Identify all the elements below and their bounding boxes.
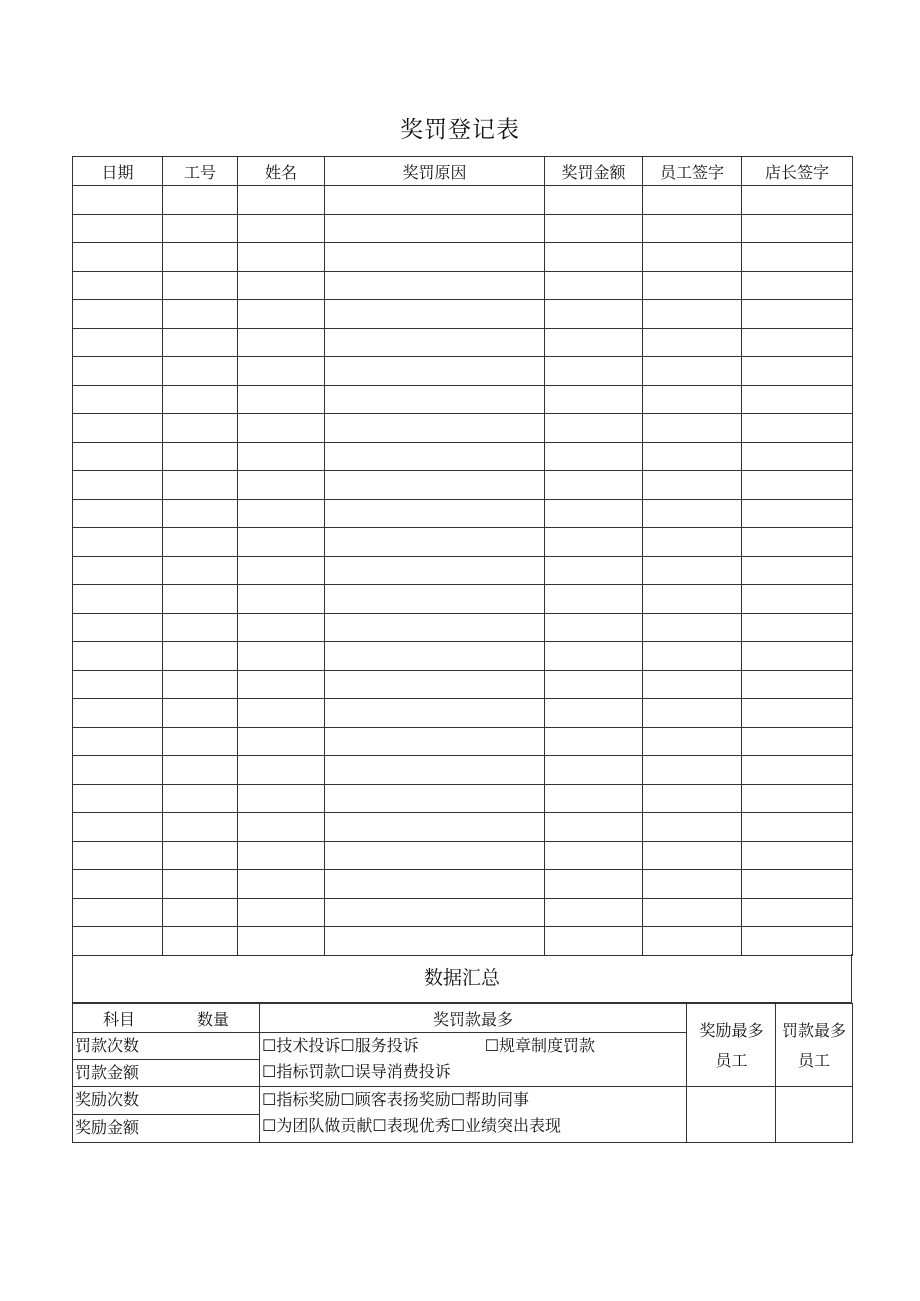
table-cell[interactable] xyxy=(643,642,742,671)
table-cell[interactable] xyxy=(73,357,163,386)
table-cell[interactable] xyxy=(325,784,545,813)
table-row xyxy=(73,385,853,414)
table-cell[interactable] xyxy=(545,300,643,329)
table-row xyxy=(73,613,853,642)
page-title: 奖罚登记表 xyxy=(400,117,520,143)
table-cell[interactable] xyxy=(73,585,163,614)
table-cell[interactable] xyxy=(545,585,643,614)
table-cell[interactable] xyxy=(742,528,853,557)
table-cell[interactable] xyxy=(163,214,238,243)
table-cell[interactable] xyxy=(163,585,238,614)
table-cell[interactable] xyxy=(545,186,643,215)
table-cell[interactable] xyxy=(643,699,742,728)
table-cell[interactable] xyxy=(238,841,325,870)
table-cell[interactable] xyxy=(325,556,545,585)
header-row xyxy=(73,157,853,186)
table-row xyxy=(73,300,853,329)
col-amount: 奖罚金额 xyxy=(545,157,643,186)
table-row xyxy=(73,585,853,614)
table-cell[interactable] xyxy=(545,927,643,956)
table-cell[interactable] xyxy=(163,613,238,642)
table-cell[interactable] xyxy=(73,385,163,414)
most-fines-header: 奖罚款最多 xyxy=(260,1004,687,1033)
table-row xyxy=(73,414,853,443)
table-cell[interactable] xyxy=(643,841,742,870)
table-cell[interactable] xyxy=(742,927,853,956)
table-cell[interactable] xyxy=(238,414,325,443)
fine-options-line1a[interactable]: ☐技术投诉☐服务投诉 xyxy=(262,1036,419,1055)
reward-options-line2[interactable]: ☐为团队做贡献☐表现优秀☐业绩突出表现 xyxy=(262,1116,562,1135)
table-cell[interactable] xyxy=(325,186,545,215)
table-cell[interactable] xyxy=(238,585,325,614)
table-cell[interactable] xyxy=(742,442,853,471)
table-cell[interactable] xyxy=(163,243,238,272)
subject-quantity-header xyxy=(73,1004,260,1033)
table-cell[interactable] xyxy=(545,414,643,443)
summary-title: 数据汇总 xyxy=(72,954,852,1003)
table-cell[interactable] xyxy=(238,699,325,728)
table-cell[interactable] xyxy=(325,271,545,300)
table-cell[interactable] xyxy=(238,727,325,756)
table-cell[interactable] xyxy=(325,841,545,870)
table-cell[interactable] xyxy=(742,243,853,272)
table-cell[interactable] xyxy=(325,870,545,899)
table-cell[interactable] xyxy=(163,357,238,386)
fine-options xyxy=(260,1033,687,1087)
table-cell[interactable] xyxy=(643,214,742,243)
subject-reward-count: 奖励次数 xyxy=(73,1087,260,1115)
table-cell[interactable] xyxy=(238,528,325,557)
table-cell[interactable] xyxy=(325,499,545,528)
table-row xyxy=(73,870,853,899)
col-name: 姓名 xyxy=(238,157,325,186)
table-cell[interactable] xyxy=(643,870,742,899)
fine-options-line1b[interactable]: ☐规章制度罚款 xyxy=(484,1036,596,1055)
table-cell[interactable] xyxy=(238,214,325,243)
table-cell[interactable] xyxy=(238,670,325,699)
table-cell[interactable] xyxy=(163,471,238,500)
table-cell[interactable] xyxy=(163,727,238,756)
table-cell[interactable] xyxy=(238,870,325,899)
table-cell[interactable] xyxy=(643,471,742,500)
table-cell[interactable] xyxy=(238,357,325,386)
table-cell[interactable] xyxy=(73,784,163,813)
col-employee-id: 工号 xyxy=(163,157,238,186)
table-cell[interactable] xyxy=(742,271,853,300)
table-cell[interactable] xyxy=(325,670,545,699)
table-cell[interactable] xyxy=(73,927,163,956)
table-cell[interactable] xyxy=(742,471,853,500)
table-cell[interactable] xyxy=(73,300,163,329)
reward-options xyxy=(260,1087,687,1143)
most-fine-employee-value[interactable] xyxy=(776,1087,853,1143)
table-cell[interactable] xyxy=(545,442,643,471)
subject-reward-amount: 奖励金额 xyxy=(73,1115,260,1143)
table-cell[interactable] xyxy=(325,243,545,272)
table-cell[interactable] xyxy=(325,642,545,671)
table-cell[interactable] xyxy=(325,585,545,614)
table-cell[interactable] xyxy=(545,271,643,300)
table-cell[interactable] xyxy=(238,556,325,585)
table-cell[interactable] xyxy=(238,186,325,215)
table-cell[interactable] xyxy=(163,300,238,329)
table-cell[interactable] xyxy=(73,243,163,272)
table-cell[interactable] xyxy=(742,328,853,357)
table-cell[interactable] xyxy=(742,670,853,699)
table-cell[interactable] xyxy=(163,414,238,443)
register-table xyxy=(72,156,853,956)
table-cell[interactable] xyxy=(163,442,238,471)
table-row xyxy=(73,471,853,500)
table-cell[interactable] xyxy=(545,214,643,243)
table-cell[interactable] xyxy=(742,357,853,386)
table-cell[interactable] xyxy=(73,642,163,671)
table-cell[interactable] xyxy=(238,784,325,813)
table-row xyxy=(73,841,853,870)
table-row xyxy=(73,186,853,215)
table-cell[interactable] xyxy=(73,813,163,842)
table-cell[interactable] xyxy=(73,271,163,300)
table-cell[interactable] xyxy=(643,385,742,414)
table-cell[interactable] xyxy=(163,670,238,699)
table-cell[interactable] xyxy=(325,414,545,443)
table-row xyxy=(73,642,853,671)
table-cell[interactable] xyxy=(73,471,163,500)
table-cell[interactable] xyxy=(545,756,643,785)
table-cell[interactable] xyxy=(742,756,853,785)
table-cell[interactable] xyxy=(238,300,325,329)
table-cell[interactable] xyxy=(163,271,238,300)
table-cell[interactable] xyxy=(325,528,545,557)
table-row xyxy=(73,727,853,756)
table-cell[interactable] xyxy=(73,841,163,870)
table-cell[interactable] xyxy=(643,442,742,471)
table-cell[interactable] xyxy=(238,499,325,528)
table-cell[interactable] xyxy=(238,642,325,671)
table-row xyxy=(73,499,853,528)
table-cell[interactable] xyxy=(238,813,325,842)
most-reward-employee-value[interactable] xyxy=(687,1087,776,1143)
table-row xyxy=(73,556,853,585)
table-row xyxy=(73,328,853,357)
table-row xyxy=(73,214,853,243)
table-cell[interactable] xyxy=(238,613,325,642)
table-cell[interactable] xyxy=(73,528,163,557)
table-cell[interactable] xyxy=(163,186,238,215)
table-cell[interactable] xyxy=(643,556,742,585)
table-cell[interactable] xyxy=(742,841,853,870)
quantity-header: 数量 xyxy=(197,1009,230,1029)
table-cell[interactable] xyxy=(742,784,853,813)
reward-options-line1[interactable]: ☐指标奖励☐顾客表扬奖励☐帮助同事 xyxy=(262,1090,530,1109)
table-cell[interactable] xyxy=(545,528,643,557)
table-cell[interactable] xyxy=(545,727,643,756)
table-cell[interactable] xyxy=(238,756,325,785)
table-cell[interactable] xyxy=(545,357,643,386)
table-cell[interactable] xyxy=(742,214,853,243)
table-cell[interactable] xyxy=(238,927,325,956)
table-cell[interactable] xyxy=(742,898,853,927)
table-cell[interactable] xyxy=(742,642,853,671)
table-cell[interactable] xyxy=(643,727,742,756)
summary-table xyxy=(72,1003,853,1143)
table-cell[interactable] xyxy=(73,756,163,785)
col-manager-signature: 店长签字 xyxy=(742,157,853,186)
table-cell[interactable] xyxy=(238,243,325,272)
most-reward-employee-header: 奖励最多 员工 xyxy=(687,1004,776,1087)
table-cell[interactable] xyxy=(742,813,853,842)
table-cell[interactable] xyxy=(643,898,742,927)
table-cell[interactable] xyxy=(545,699,643,728)
table-cell[interactable] xyxy=(325,727,545,756)
table-cell[interactable] xyxy=(643,756,742,785)
table-row xyxy=(73,784,853,813)
table-cell[interactable] xyxy=(643,243,742,272)
table-cell[interactable] xyxy=(163,528,238,557)
table-cell[interactable] xyxy=(73,556,163,585)
table-cell[interactable] xyxy=(545,813,643,842)
table-row xyxy=(73,442,853,471)
table-cell[interactable] xyxy=(742,556,853,585)
table-cell[interactable] xyxy=(545,556,643,585)
table-cell[interactable] xyxy=(545,784,643,813)
table-cell[interactable] xyxy=(163,927,238,956)
table-cell[interactable] xyxy=(742,585,853,614)
table-cell[interactable] xyxy=(163,499,238,528)
table-cell[interactable] xyxy=(742,499,853,528)
table-cell[interactable] xyxy=(545,613,643,642)
table-row xyxy=(73,756,853,785)
table-cell[interactable] xyxy=(163,841,238,870)
table-cell[interactable] xyxy=(643,328,742,357)
table-cell[interactable] xyxy=(742,385,853,414)
table-cell[interactable] xyxy=(73,870,163,899)
table-cell[interactable] xyxy=(73,727,163,756)
table-cell[interactable] xyxy=(73,414,163,443)
subject-fine-amount: 罚款金额 xyxy=(73,1060,260,1087)
table-cell[interactable] xyxy=(163,699,238,728)
table-cell[interactable] xyxy=(238,328,325,357)
table-cell[interactable] xyxy=(325,300,545,329)
table-cell[interactable] xyxy=(163,385,238,414)
table-cell[interactable] xyxy=(742,699,853,728)
table-cell[interactable] xyxy=(643,357,742,386)
table-cell[interactable] xyxy=(163,813,238,842)
table-cell[interactable] xyxy=(643,414,742,443)
table-cell[interactable] xyxy=(325,613,545,642)
table-cell[interactable] xyxy=(545,642,643,671)
table-cell[interactable] xyxy=(643,528,742,557)
table-cell[interactable] xyxy=(73,499,163,528)
table-cell[interactable] xyxy=(545,898,643,927)
table-cell[interactable] xyxy=(545,870,643,899)
table-row xyxy=(73,271,853,300)
table-cell[interactable] xyxy=(325,385,545,414)
table-cell[interactable] xyxy=(163,328,238,357)
most-fine-employee-header: 罚款最多 员工 xyxy=(776,1004,853,1087)
table-cell[interactable] xyxy=(73,898,163,927)
table-cell[interactable] xyxy=(643,927,742,956)
table-cell[interactable] xyxy=(325,442,545,471)
table-cell[interactable] xyxy=(163,898,238,927)
table-cell[interactable] xyxy=(643,585,742,614)
table-cell[interactable] xyxy=(742,186,853,215)
table-cell[interactable] xyxy=(73,328,163,357)
table-cell[interactable] xyxy=(73,186,163,215)
table-row xyxy=(73,813,853,842)
table-cell[interactable] xyxy=(545,471,643,500)
table-cell[interactable] xyxy=(238,271,325,300)
table-cell[interactable] xyxy=(325,357,545,386)
table-cell[interactable] xyxy=(742,870,853,899)
table-cell[interactable] xyxy=(742,300,853,329)
table-cell[interactable] xyxy=(545,385,643,414)
col-date: 日期 xyxy=(73,157,163,186)
table-cell[interactable] xyxy=(73,613,163,642)
table-cell[interactable] xyxy=(163,756,238,785)
table-row xyxy=(73,927,853,956)
table-row xyxy=(73,699,853,728)
table-cell[interactable] xyxy=(643,499,742,528)
table-cell[interactable] xyxy=(163,642,238,671)
fine-options-line2[interactable]: ☐指标罚款☐误导消费投诉 xyxy=(262,1062,451,1081)
table-cell[interactable] xyxy=(545,841,643,870)
table-cell[interactable] xyxy=(238,471,325,500)
table-cell[interactable] xyxy=(325,214,545,243)
col-employee-signature: 员工签字 xyxy=(643,157,742,186)
table-cell[interactable] xyxy=(643,300,742,329)
table-cell[interactable] xyxy=(163,784,238,813)
table-cell[interactable] xyxy=(545,670,643,699)
table-cell[interactable] xyxy=(73,670,163,699)
table-cell[interactable] xyxy=(643,613,742,642)
table-cell[interactable] xyxy=(238,385,325,414)
table-row xyxy=(73,898,853,927)
table-row xyxy=(73,357,853,386)
table-cell[interactable] xyxy=(325,927,545,956)
table-cell[interactable] xyxy=(643,813,742,842)
table-cell[interactable] xyxy=(742,613,853,642)
table-cell[interactable] xyxy=(238,442,325,471)
table-cell[interactable] xyxy=(643,670,742,699)
table-cell[interactable] xyxy=(325,328,545,357)
subject-header: 科目 xyxy=(102,1009,135,1029)
table-cell[interactable] xyxy=(238,898,325,927)
subject-fine-count: 罚款次数 xyxy=(73,1033,260,1060)
table-row xyxy=(73,528,853,557)
table-cell[interactable] xyxy=(325,756,545,785)
table-cell[interactable] xyxy=(325,898,545,927)
table-cell[interactable] xyxy=(73,442,163,471)
table-cell[interactable] xyxy=(325,699,545,728)
table-cell[interactable] xyxy=(73,214,163,243)
table-cell[interactable] xyxy=(163,870,238,899)
table-cell[interactable] xyxy=(643,186,742,215)
table-cell[interactable] xyxy=(643,271,742,300)
col-reason: 奖罚原因 xyxy=(325,157,545,186)
table-row xyxy=(73,670,853,699)
table-cell[interactable] xyxy=(325,813,545,842)
table-cell[interactable] xyxy=(643,784,742,813)
table-row xyxy=(73,243,853,272)
table-cell[interactable] xyxy=(73,699,163,728)
table-cell[interactable] xyxy=(545,499,643,528)
table-cell[interactable] xyxy=(545,243,643,272)
table-cell[interactable] xyxy=(742,727,853,756)
table-cell[interactable] xyxy=(545,328,643,357)
table-cell[interactable] xyxy=(325,471,545,500)
table-cell[interactable] xyxy=(163,556,238,585)
table-cell[interactable] xyxy=(742,414,853,443)
